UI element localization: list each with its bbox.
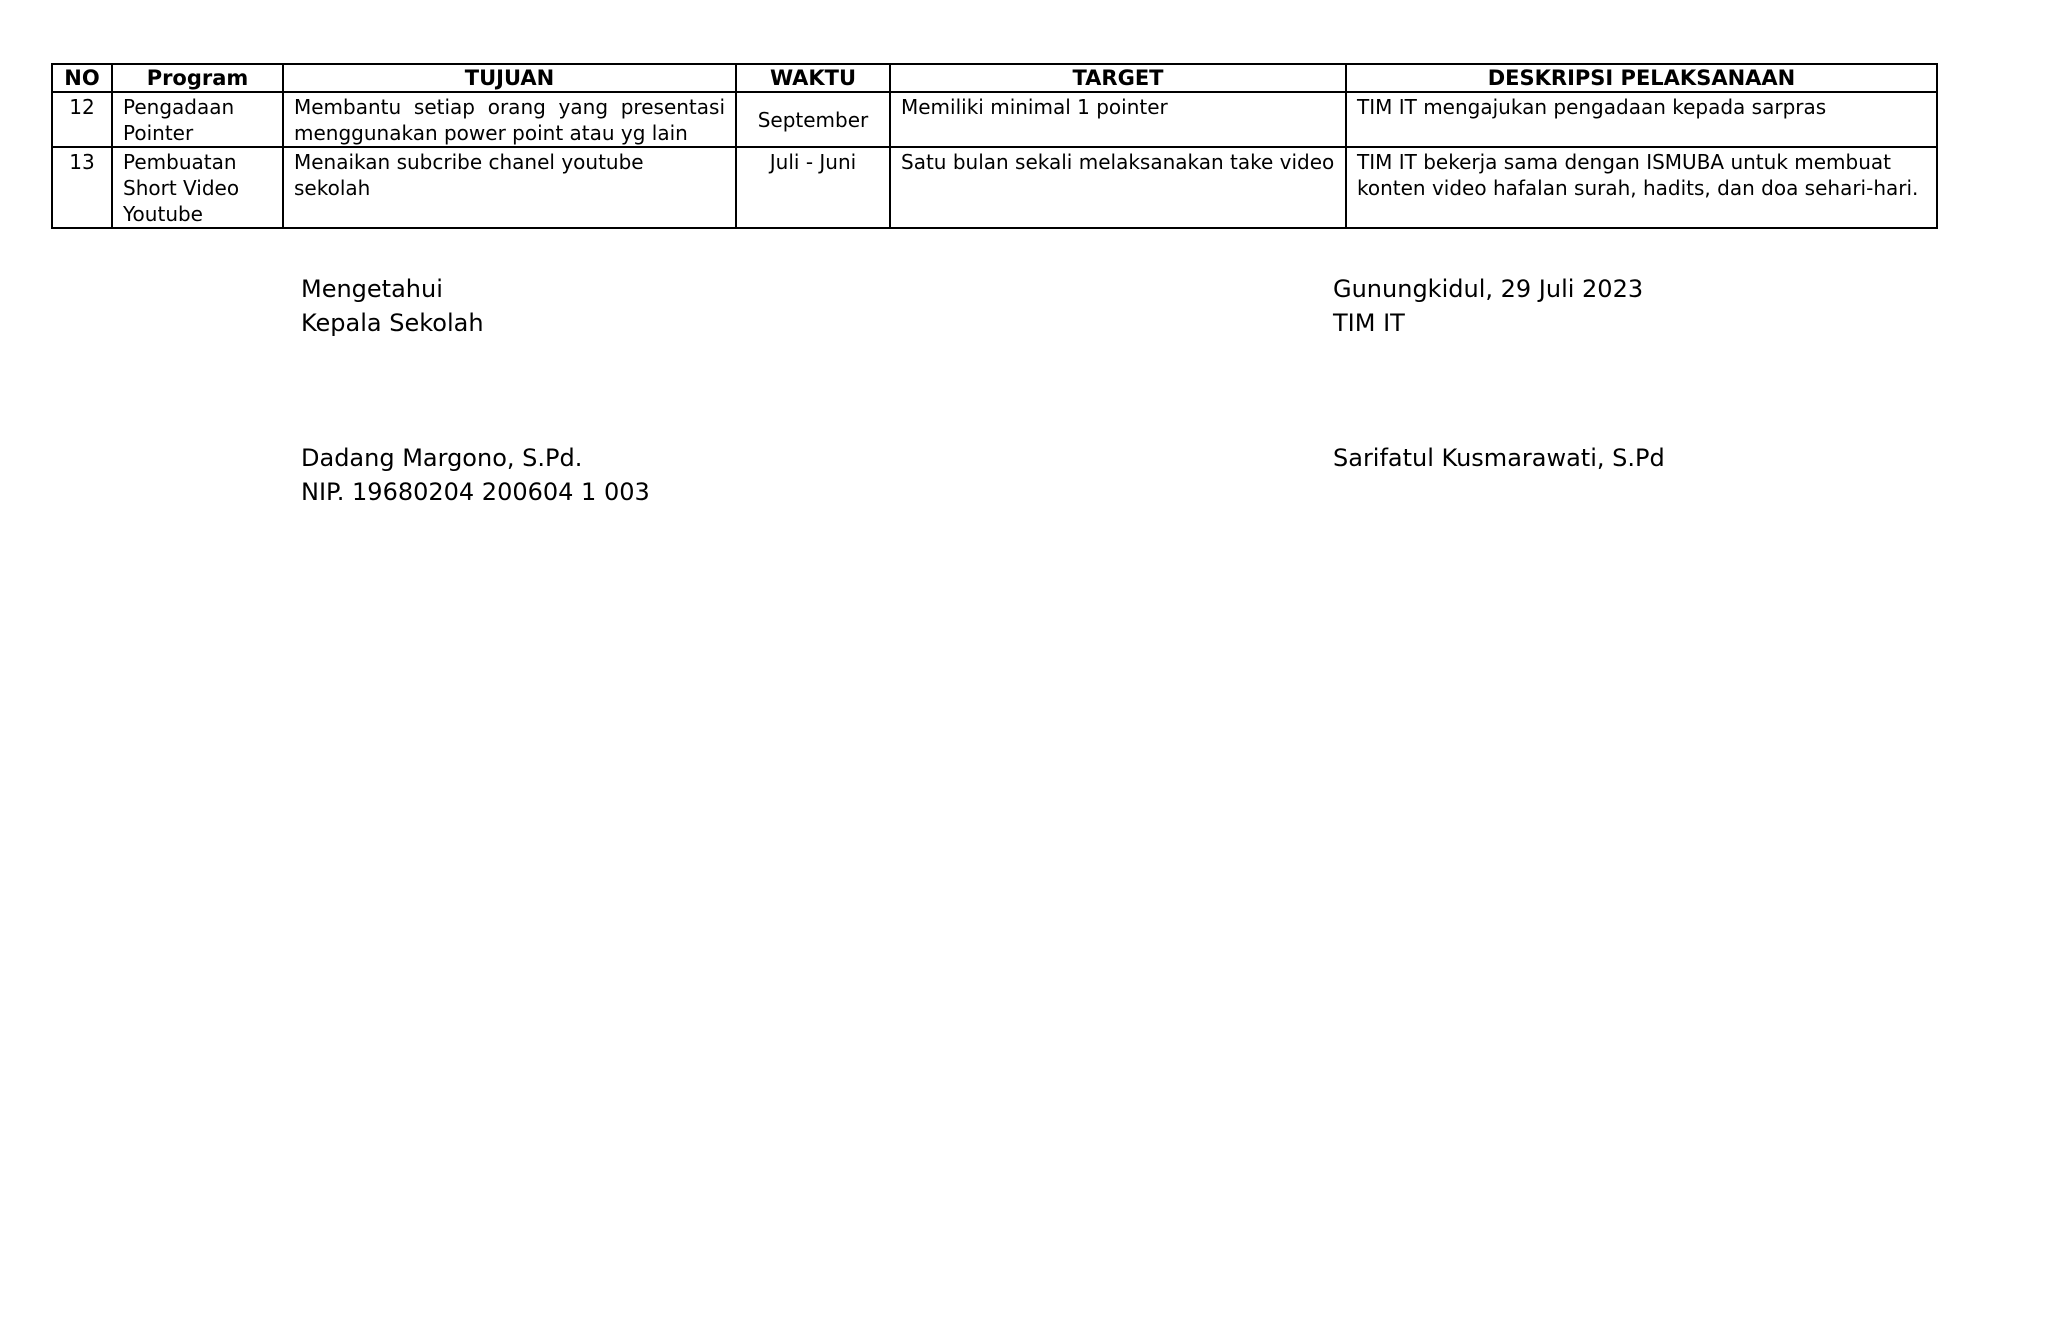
program-line: Pembuatan xyxy=(123,150,237,174)
signature-left-line2: Kepala Sekolah xyxy=(301,309,484,337)
header-tujuan: TUJUAN xyxy=(283,64,736,92)
tujuan-line: menggunakan power point atau yg lain xyxy=(294,121,688,145)
signature-left-block xyxy=(301,441,650,509)
program-line: Short Video xyxy=(123,176,240,200)
cell-program xyxy=(112,92,283,147)
cell-waktu: September xyxy=(736,92,890,147)
signature-right-line2: TIM IT xyxy=(1333,309,1405,337)
cell-waktu: Juli - Juni xyxy=(736,147,890,228)
cell-deskripsi xyxy=(1346,92,1937,147)
program-line: Youtube xyxy=(123,202,203,226)
cell-program xyxy=(112,147,283,228)
signature-right-heading xyxy=(1333,272,1643,340)
table-header-row xyxy=(52,64,1937,92)
program-line: Pengadaan xyxy=(123,95,235,119)
tujuan-line: Menaikan subcribe chanel youtube sekolah xyxy=(294,150,644,200)
signature-right-name: Sarifatul Kusmarawati, S.Pd xyxy=(1333,444,1665,472)
header-no: NO xyxy=(52,64,112,92)
cell-deskripsi xyxy=(1346,147,1937,228)
header-target: TARGET xyxy=(890,64,1346,92)
tujuan-line: Membantu setiap orang yang presentasi xyxy=(294,95,725,119)
deskripsi-line: TIM IT mengajukan pengadaan kepada sarpras xyxy=(1357,95,1827,119)
deskripsi-line: TIM IT bekerja sama dengan ISMUBA untuk membuat xyxy=(1357,150,1891,174)
program-line: Pointer xyxy=(123,121,194,145)
header-program: Program xyxy=(112,64,283,92)
cell-tujuan xyxy=(283,92,736,147)
signature-left-name: Dadang Margono, S.Pd. xyxy=(301,444,583,472)
signature-left-nip: NIP. 19680204 200604 1 003 xyxy=(301,478,650,506)
signature-right-line1: Gunungkidul, 29 Juli 2023 xyxy=(1333,275,1644,303)
signature-right-block xyxy=(1333,441,1665,475)
signature-left-heading xyxy=(301,272,484,340)
cell-tujuan xyxy=(283,147,736,228)
deskripsi-line: konten video hafalan surah, hadits, dan doa sehari-hari. xyxy=(1357,176,1919,200)
cell-no: 12 xyxy=(52,92,112,147)
program-table xyxy=(51,63,1938,229)
cell-target: Satu bulan sekali melaksanakan take video xyxy=(890,147,1346,228)
cell-no: 13 xyxy=(52,147,112,228)
header-waktu: WAKTU xyxy=(736,64,890,92)
table-row xyxy=(52,147,1937,228)
signature-left-line1: Mengetahui xyxy=(301,275,443,303)
cell-target: Memiliki minimal 1 pointer xyxy=(890,92,1346,147)
header-deskripsi: DESKRIPSI PELAKSANAAN xyxy=(1346,64,1937,92)
table-row xyxy=(52,92,1937,147)
